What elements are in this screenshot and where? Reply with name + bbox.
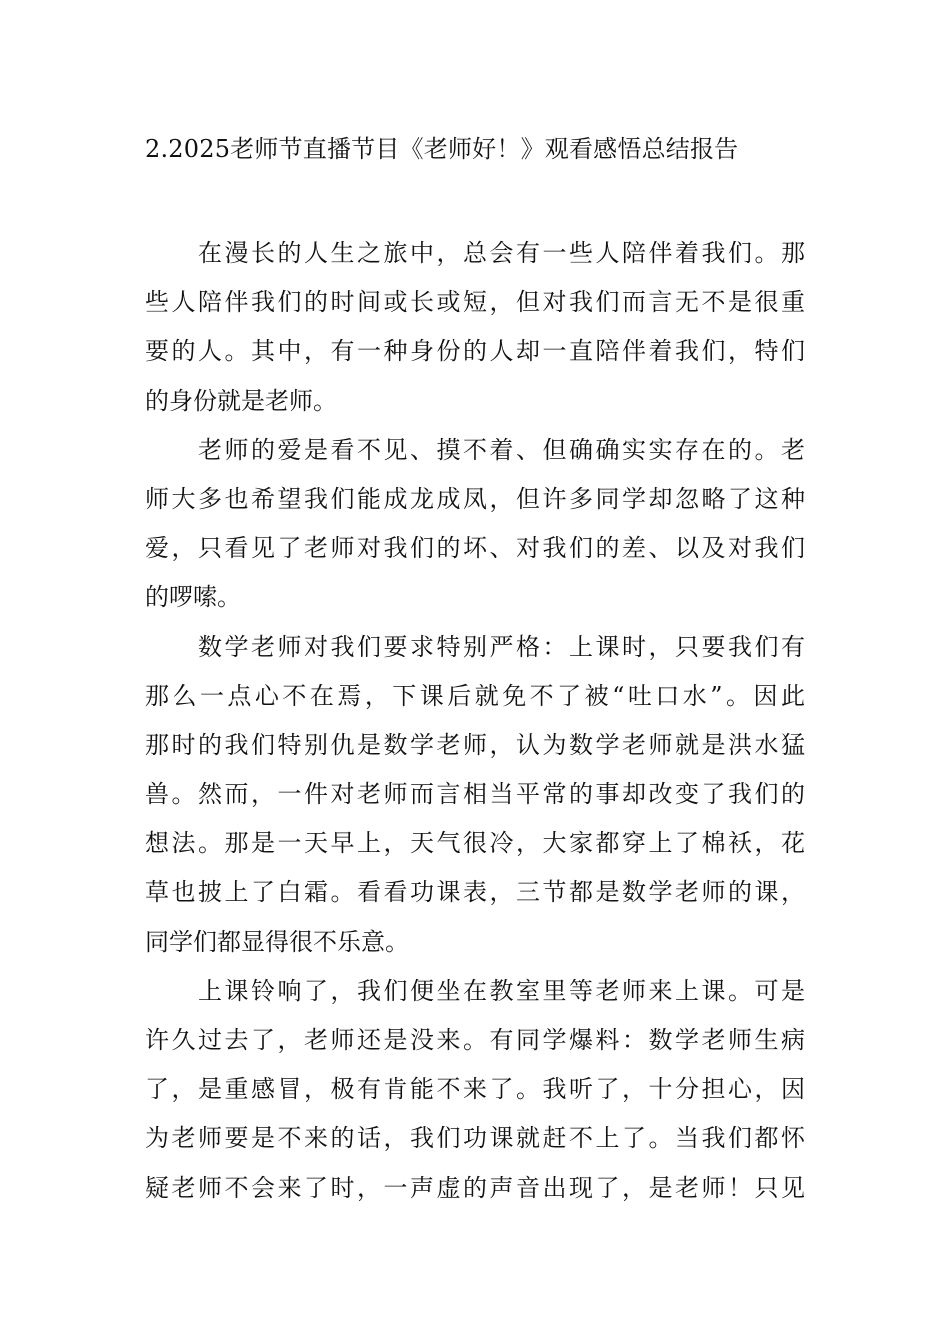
paragraph-line: 些人陪伴我们的时间或长或短，但对我们而言无不是很重 bbox=[145, 288, 805, 317]
paragraph-line: 同学们都显得很不乐意。 bbox=[145, 927, 409, 956]
paragraph-line: 草也披上了白霜。看看功课表，三节都是数学老师的课， bbox=[145, 878, 805, 907]
paragraph-line: 爱，只看见了老师对我们的坏、对我们的差、以及对我们 bbox=[145, 534, 805, 563]
paragraph-line: 师大多也希望我们能成龙成凤，但许多同学却忽略了这种 bbox=[145, 484, 805, 513]
paragraph-line: 那么一点心不在焉，下课后就免不了被“吐口水”。因此 bbox=[145, 681, 805, 710]
paragraph-line: 上课铃响了，我们便坐在教室里等老师来上课。可是 bbox=[198, 976, 805, 1005]
paragraph-4 bbox=[145, 967, 805, 1213]
paragraph-3 bbox=[145, 623, 805, 967]
paragraph-line: 要的人。其中，有一种身份的人却一直陪伴着我们，特们 bbox=[145, 337, 805, 366]
paragraph-1 bbox=[145, 229, 805, 426]
paragraph-line: 在漫长的人生之旅中，总会有一些人陪伴着我们。那 bbox=[198, 239, 805, 267]
paragraph-2 bbox=[145, 426, 805, 623]
document-body bbox=[145, 229, 805, 1213]
paragraph-line: 数学老师对我们要求特别严格：上课时，只要我们有 bbox=[198, 632, 805, 661]
paragraph-line: 为老师要是不来的话，我们功课就赶不上了。当我们都怀 bbox=[145, 1124, 805, 1153]
paragraph-line: 想法。那是一天早上，天气很冷，大家都穿上了棉袄，花 bbox=[145, 829, 805, 858]
paragraph-line: 了，是重感冒，极有肯能不来了。我听了，十分担心，因 bbox=[145, 1075, 805, 1104]
paragraph-line: 疑老师不会来了时，一声虚的声音出现了，是老师！只见 bbox=[145, 1173, 805, 1202]
paragraph-line: 的啰嗦。 bbox=[145, 583, 241, 612]
paragraph-line: 那时的我们特别仇是数学老师，认为数学老师就是洪水猛 bbox=[145, 730, 805, 759]
paragraph-line: 老师的爱是看不见、摸不着、但确确实实存在的。老 bbox=[198, 435, 805, 464]
document-title: 2.2025老师节直播节目《老师好！》观看感悟总结报告 bbox=[145, 135, 739, 163]
paragraph-line: 的身份就是老师。 bbox=[145, 386, 337, 415]
paragraph-line: 兽。然而，一件对老师而言相当平常的事却改变了我们的 bbox=[145, 780, 805, 809]
paragraph-line: 许久过去了，老师还是没来。有同学爆料：数学老师生病 bbox=[145, 1026, 805, 1054]
